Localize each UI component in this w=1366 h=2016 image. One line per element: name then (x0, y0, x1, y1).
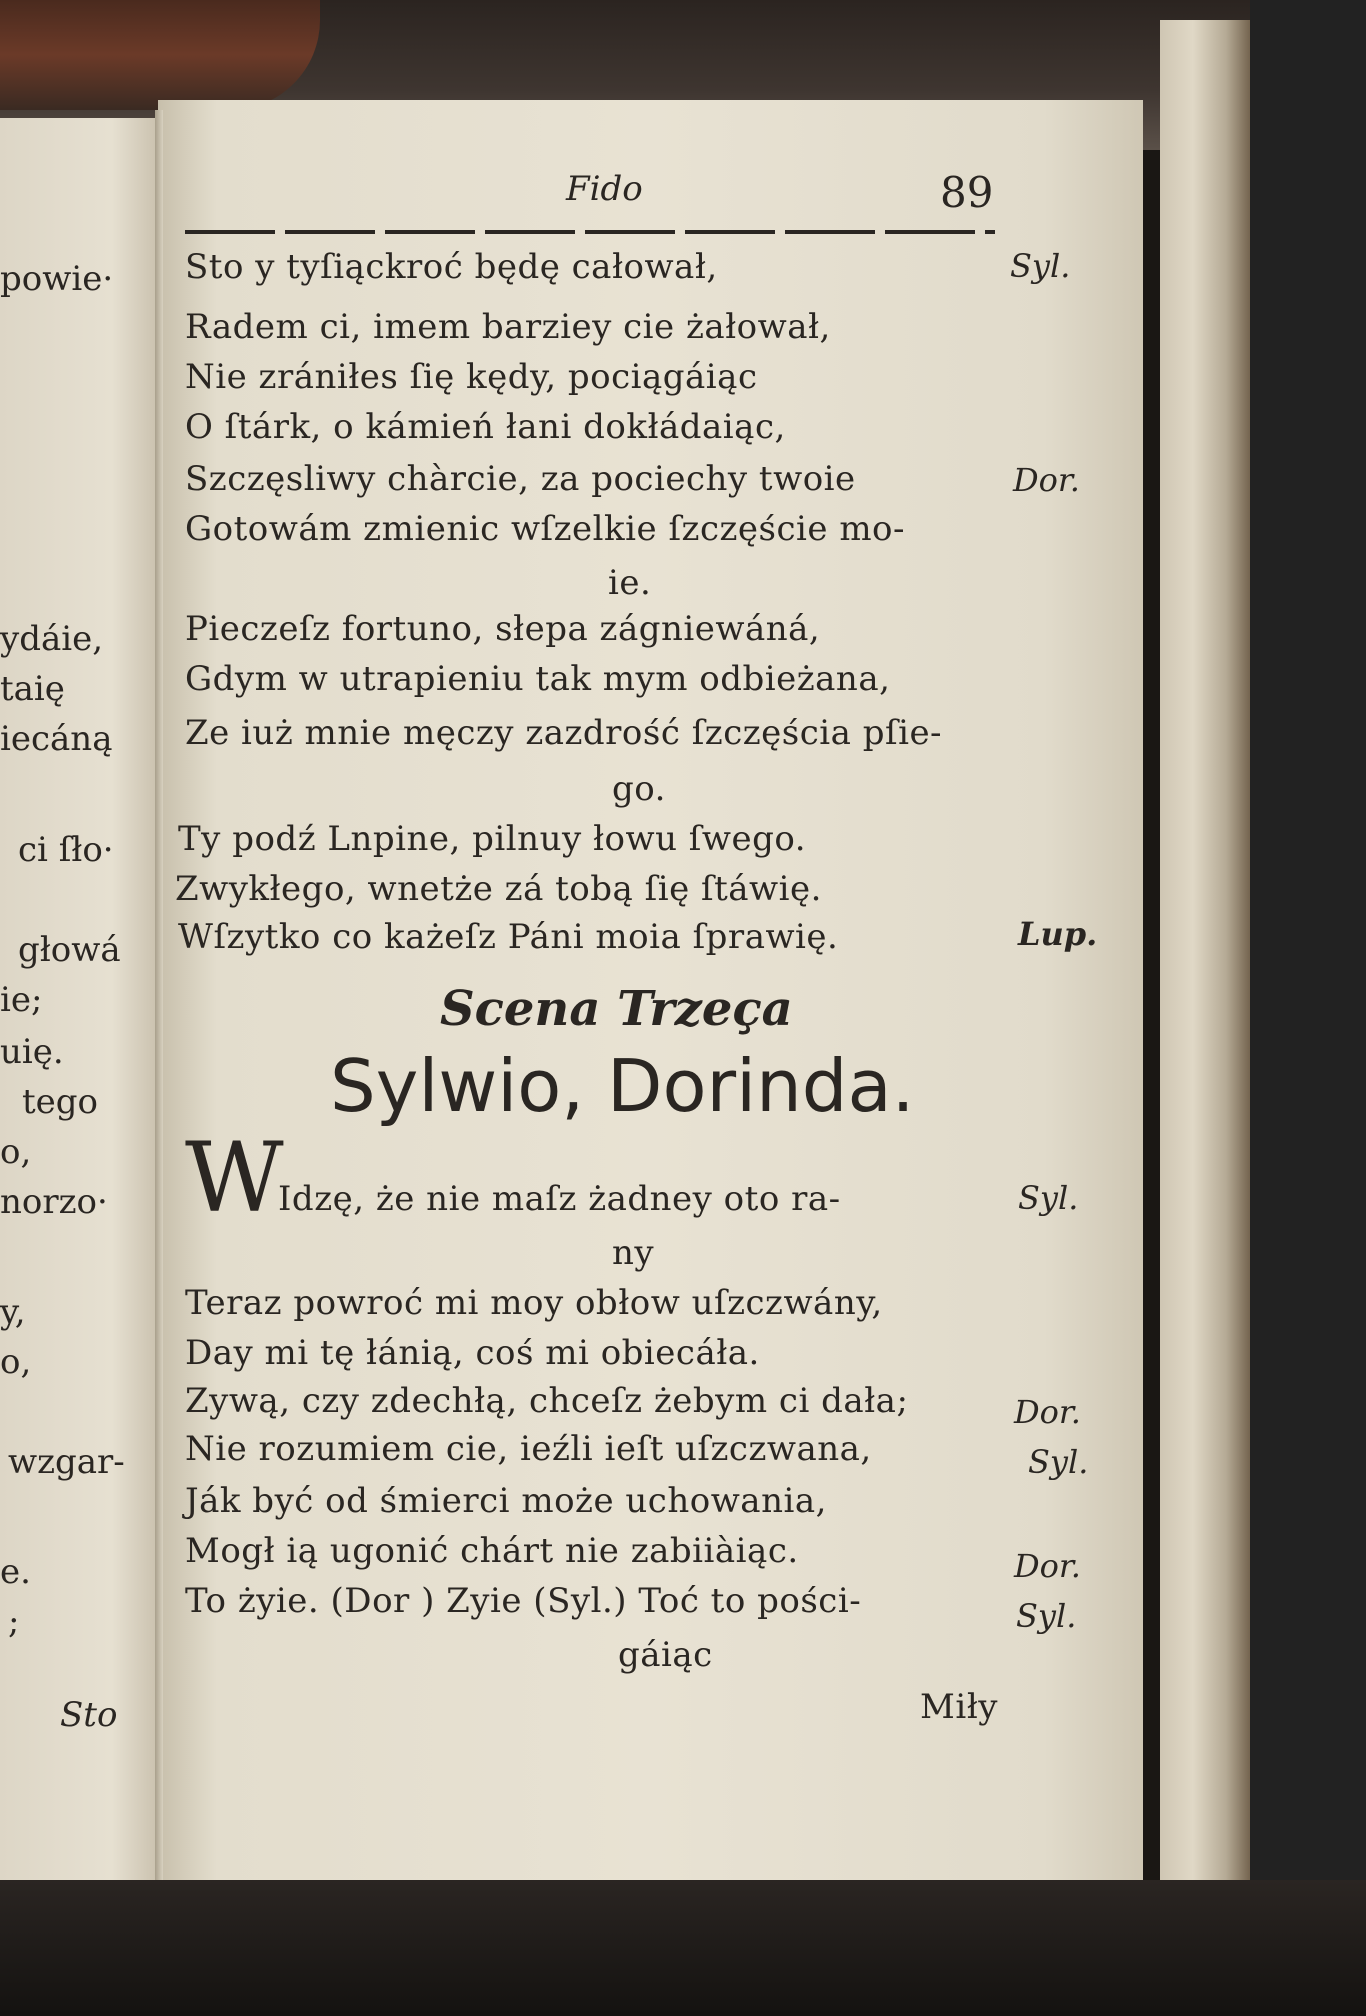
verse-line: Gotowám zmienic wſzelkie ſzczęście mo- (185, 509, 906, 549)
verse-line: Day mi tę łánią, coś mi obiecáła. (185, 1333, 760, 1373)
speaker-label: Syl. (1028, 1443, 1089, 1481)
left-fragment: y, (0, 1292, 26, 1332)
verse-line: Zywą, czy zdechłą, chceſz żebym ci dała; (185, 1381, 909, 1421)
verse-line: Teraz powroć mi moy obłow uſzczwány, (185, 1283, 883, 1323)
left-fragment: iecáną (0, 719, 113, 759)
verse-line: gáiąc (618, 1635, 713, 1675)
verse-line: Zwykłego, wnetże zá tobą ſię ſtáwię. (175, 869, 822, 909)
verse-line: Gdym w utrapieniu tak mym odbieżana, (185, 659, 891, 699)
page-gutter (155, 110, 163, 1890)
verse-line: ie. (608, 563, 652, 603)
running-title: Fido (566, 169, 643, 209)
background-dark (1250, 0, 1366, 2016)
book-spine (0, 0, 320, 110)
speaker-label: Syl. (1018, 1179, 1079, 1217)
left-fragment: o, (0, 1132, 32, 1172)
verse-line: O ſtárk, o kámień łani dokłádaiąc, (185, 407, 786, 447)
catchword: Miły (920, 1687, 998, 1727)
verse-line: Sto y tyſiąckroć będę całował, (185, 247, 718, 287)
verse-line: ny (612, 1233, 655, 1273)
drop-cap: W (185, 1122, 284, 1234)
speaker-label: Dor. (1014, 1547, 1081, 1585)
left-fragment: e. (0, 1552, 31, 1592)
verse-line: Idzę, że nie maſz żadney oto ra- (278, 1179, 841, 1219)
scene-characters: Sylwio, Dorinda. (330, 1044, 915, 1128)
left-fragment: tego (22, 1082, 99, 1122)
verse-line: Szczęsliwy chàrcie, za pociechy twoie (185, 459, 856, 499)
verse-line: Ják być od śmierci może uchowania, (185, 1481, 827, 1521)
verse-line: Nie zrániłes ſię kędy, pociągáiąc (185, 357, 758, 397)
left-fragment: powie· (0, 259, 114, 299)
speaker-label: Lup. (1018, 915, 1098, 953)
bottom-background (0, 1880, 1366, 2016)
left-fragment: norzo· (0, 1182, 108, 1222)
header-rule (185, 230, 995, 234)
verse-line: Mogł ią ugonić chárt nie zabiiàiąc. (185, 1531, 799, 1571)
left-fragment: o, (0, 1342, 32, 1382)
left-fragment: ; (8, 1602, 20, 1642)
left-catchword: Sto (60, 1695, 118, 1735)
left-fragment: wzgar- (8, 1442, 125, 1482)
left-fragment: ci ſło· (18, 830, 114, 870)
verse-line: Radem ci, imem barziey cie żałował, (185, 307, 831, 347)
left-fragment: ie; (0, 980, 43, 1020)
verse-line: Wſzytko co każeſz Páni moia ſprawię. (178, 917, 839, 957)
scene-heading: Scena Trzeça (440, 981, 793, 1037)
left-fragment: uię. (0, 1032, 64, 1072)
verse-line: Ty podź Lnpine, pilnuy łowu ſwego. (178, 819, 807, 859)
verse-line: To żyie. (Dor ) Zyie (Syl.) Toć to pości- (185, 1581, 862, 1621)
verse-line: Pieczeſz fortuno, słepa zágniewáná, (185, 609, 821, 649)
left-fragment: głowá (18, 930, 121, 970)
verse-line: go. (612, 769, 666, 809)
page-number: 89 (940, 168, 994, 217)
speaker-label: Dor. (1013, 461, 1080, 499)
verse-line: Ze iuż mnie męczy zazdrość ſzczęścia pſie- (185, 713, 943, 753)
verse-line: Nie rozumiem cie, ieźli ieſt uſzczwana, (185, 1429, 872, 1469)
left-fragment: ydáie, (0, 619, 104, 659)
speaker-label: Syl. (1010, 247, 1071, 285)
left-fragment: taię (0, 669, 65, 709)
speaker-label: Dor. (1014, 1393, 1081, 1431)
speaker-label: Syl. (1016, 1597, 1077, 1635)
